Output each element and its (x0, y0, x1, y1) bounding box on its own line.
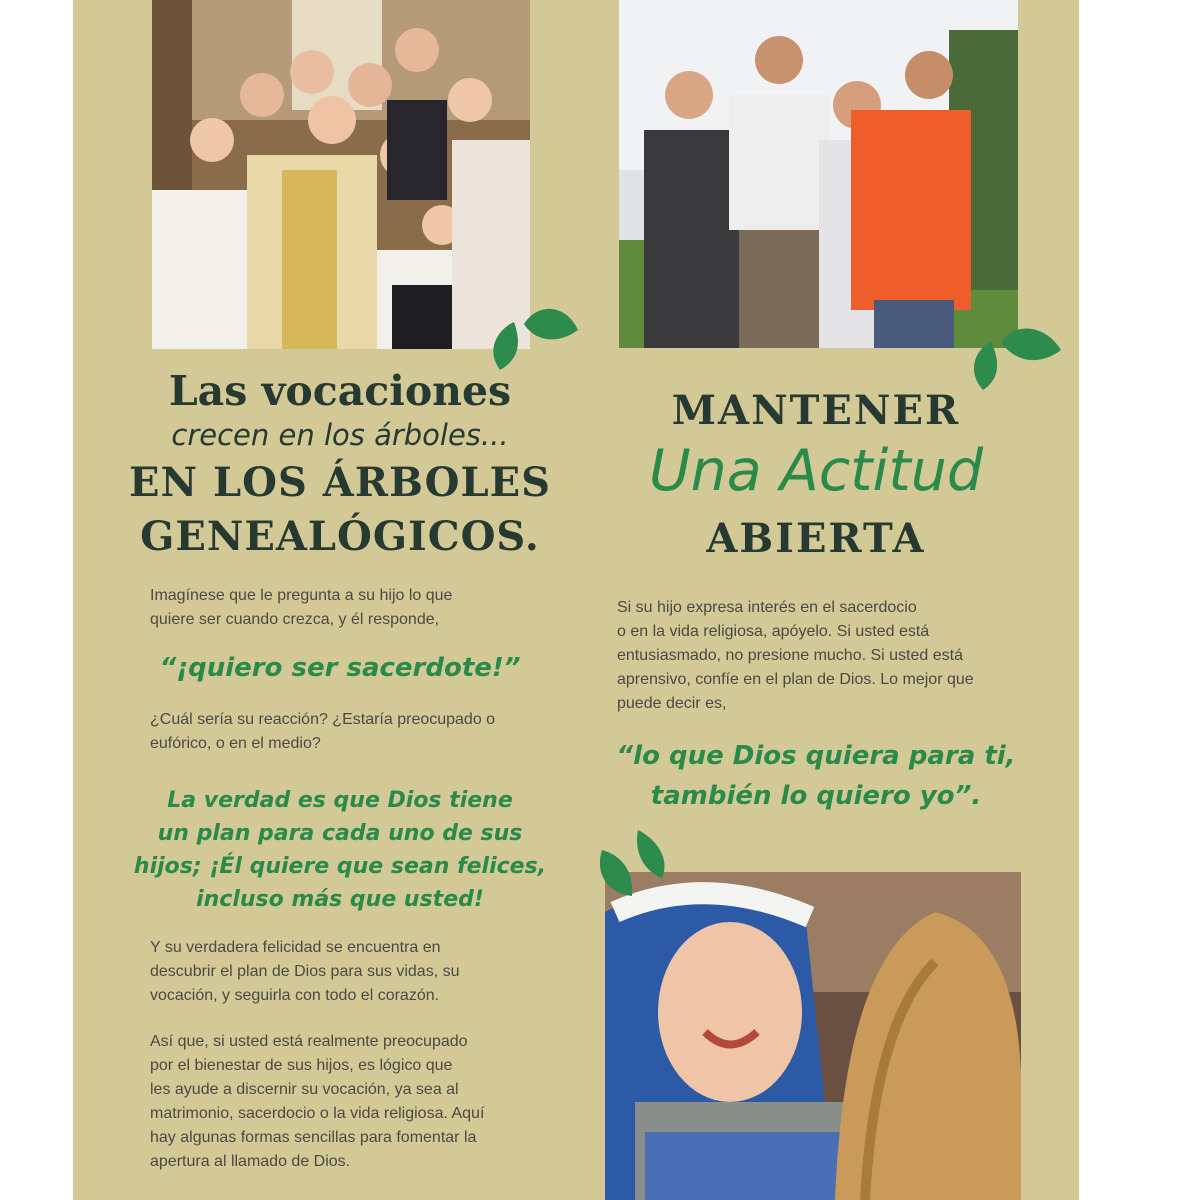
family-priest-photo (152, 0, 530, 349)
religious-sister-photo (605, 872, 1021, 1200)
left-title-line2: crecen en los árboles... (171, 418, 509, 452)
right-body: Si su hijo expresa interés en el sacerdocio o en la vida religiosa, apóyelo. Si usted está entusiasmado, no presione mucho. Si usted está aprensivo, confíe en el plan de Dios. Lo mejor que puede decir es, (617, 599, 974, 712)
left-emphasis: La verdad es que Dios tiene un plan para cada uno de sus hijos; ¡Él quiere que sean felices, incluso más que usted! (133, 788, 547, 912)
left-question: ¿Cuál sería su reacción? ¿Estaría preocupado o eufórico, o en el medio? (150, 711, 496, 752)
right-title-line3: ABIERTA (706, 515, 926, 562)
right-title-line1: MANTENER (671, 387, 961, 434)
left-title-line4: GENEALÓGICOS. (140, 513, 540, 560)
left-title-line1: Las vocaciones (168, 367, 512, 415)
left-title-line3: EN LOS ÁRBOLES (129, 459, 551, 506)
leaf-icon (598, 826, 670, 898)
left-paragraph-1: Y su verdadera felicidad se encuentra en descubrir el plan de Dios para sus vidas, su vocación, y seguirla con todo el corazón. (150, 939, 460, 1004)
left-quote: “¡quiero ser sacerdote!” (159, 653, 521, 683)
left-paragraph-2: Así que, si usted está realmente preocupado por el bienestar de sus hijos, es lógico que les ayude a discernir su vocación, ya sea al matrimonio, sacerdocio o la vida religiosa. Aquí hay algunas formas sencillas para fomentar la apertura al llamado de Dios. (150, 1033, 485, 1170)
family-outdoors-photo (619, 0, 1018, 348)
right-quote: “lo que Dios quiera para ti, también lo quiero yo”. (616, 741, 1016, 811)
left-intro: Imagínese que le pregunta a su hijo lo que quiere ser cuando crezca, y él responde, (150, 587, 453, 628)
right-title-line2: Una Actitud (648, 438, 984, 504)
